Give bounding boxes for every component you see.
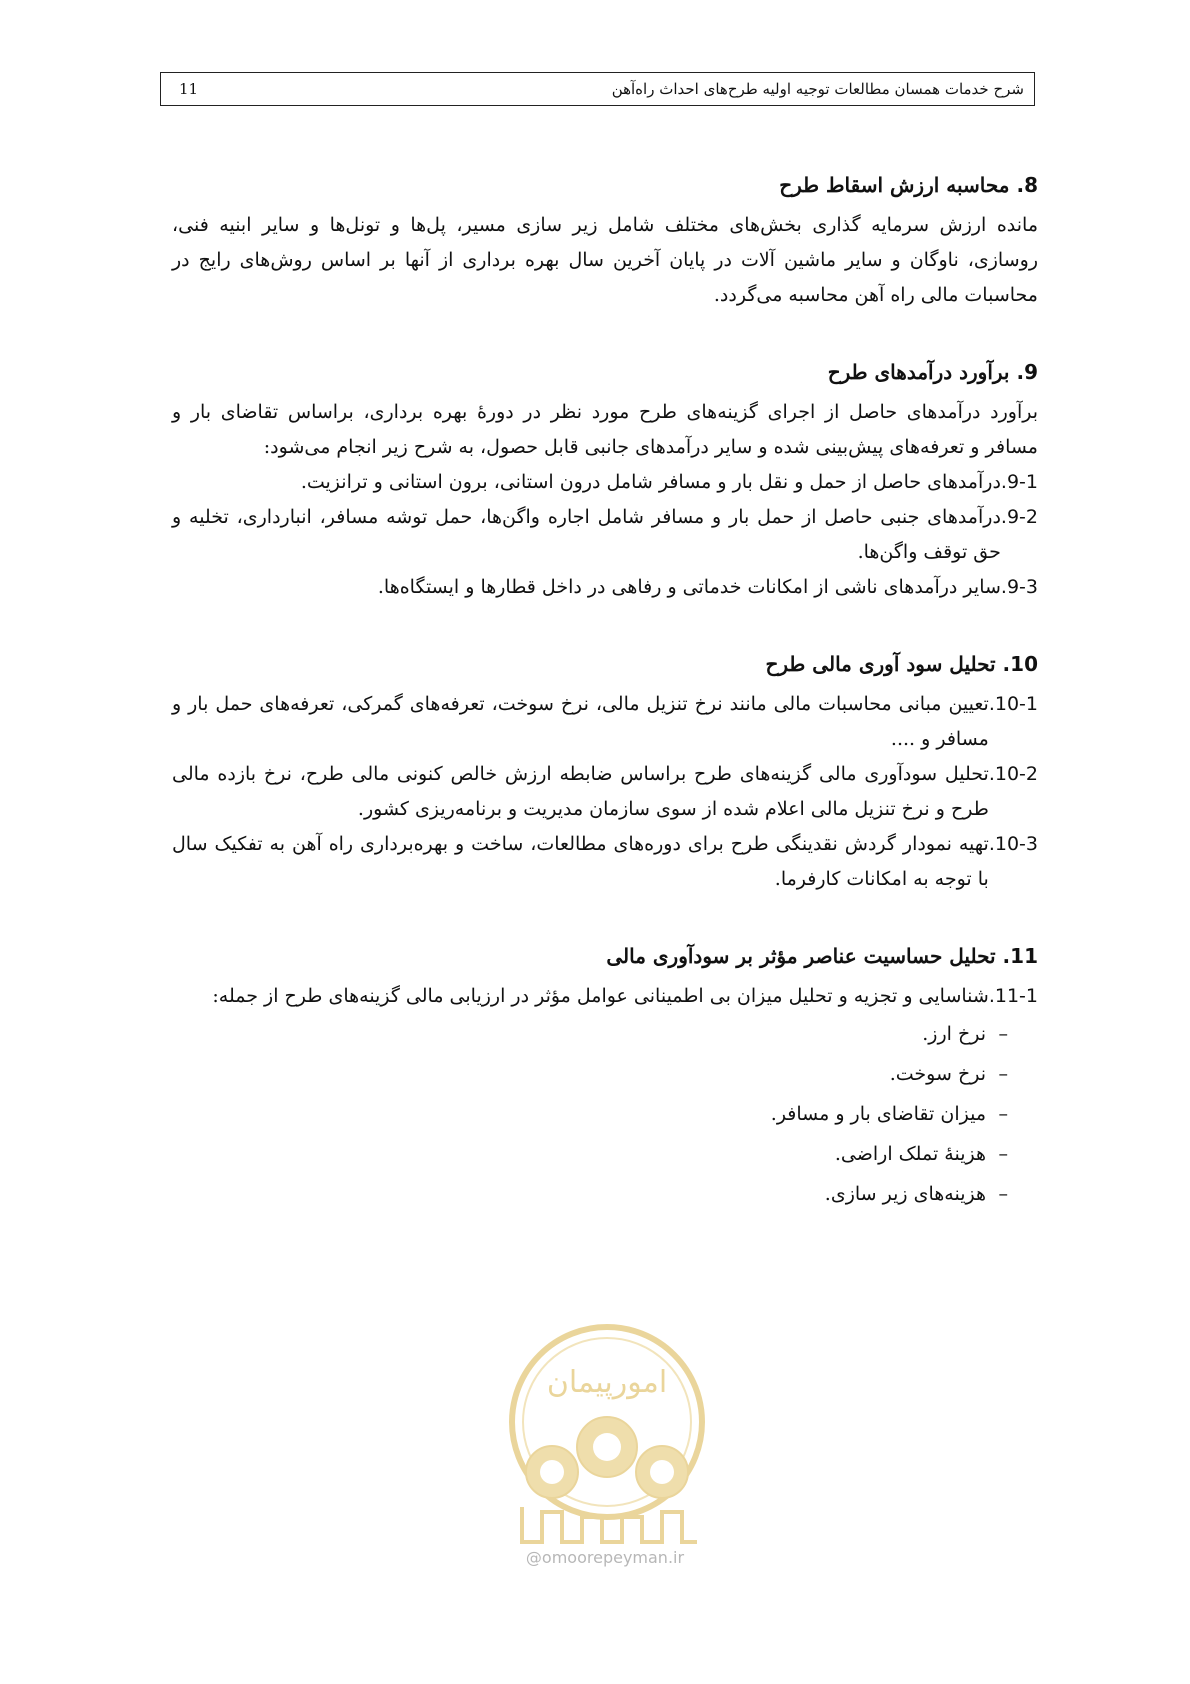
section-body: برآورد درآمدهای حاصل از اجرای گزینه‌های طرح مورد نظر در دورۀ بهره برداری، براساس تقاضای بار و مسافر و تعرفه‌های پیش‌بینی شده و سایر درآمدهای جانبی قابل حصول، به شرح زیر انجام می‌شود: (172, 401, 1038, 458)
bullet-item: –میزان تقاضای بار و مسافر. (770, 1103, 1008, 1125)
list-item: 10-1. تعیین مبانی محاسبات مالی مانند نرخ تنزیل مالی، نرخ سوخت، تعرفه‌های گمرکی، تعرفه‌های حمل بار و مسافر و .... (172, 693, 1038, 750)
list-item: 9-2. درآمدهای جنبی حاصل از حمل بار و مسافر شامل اجاره واگن‌ها، حمل توشه مسافر، انبارداری، تخلیه و حق توقف واگن‌ها. (172, 506, 1038, 563)
bullet-item: –هزینه‌های زیر سازی. (824, 1183, 1008, 1205)
watermark-logo (492, 1312, 722, 1562)
list-item: 11-1. شناسایی و تجزیه و تحلیل میزان بی اطمینانی عوامل مؤثر در ارزیابی مالی گزینه‌های طرح از جمله: (212, 985, 1038, 1007)
section-10 (172, 647, 1038, 897)
bullet-item: –نرخ ارز. (922, 1023, 1008, 1045)
list-item: 9-3. سایر درآمدهای ناشی از امکانات خدماتی و رفاهی در داخل قطارها و ایستگاه‌ها. (377, 576, 1038, 598)
list-item: 10-2. تحلیل سودآوری مالی گزینه‌های طرح براساس ضابطه ارزش خالص کنونی مالی طرح، نرخ بازده مالی طرح و نرخ تنزیل مالی اعلام شده از سوی سازمان مدیریت و برنامه‌ریزی کشور. (172, 763, 1038, 820)
section-heading: 9. برآورد درآمدهای طرح (827, 360, 1038, 384)
section-heading: 10. تحلیل سود آوری مالی طرح (765, 652, 1038, 676)
bullet-item: –هزینۀ تملک اراضی. (834, 1143, 1008, 1165)
watermark-logo-text: امورپیمان (546, 1365, 668, 1400)
document-title: شرح خدمات همسان مطالعات توجیه اولیه طرح‌های احداث راه‌آهن (611, 80, 1024, 98)
section-9 (172, 355, 1038, 605)
bullet-item: –نرخ سوخت. (889, 1063, 1008, 1085)
watermark-site: @omoorepeyman.ir (525, 1548, 685, 1567)
page-content (172, 168, 1038, 1256)
section-8 (172, 168, 1038, 313)
page-number: 11 (179, 80, 199, 98)
page-header (160, 72, 1035, 106)
list-item: 10-3. تهیه نمودار گردش نقدینگی طرح برای دوره‌های مطالعات، ساخت و بهره‌برداری راه آهن به تفکیک سال با توجه به امکانات کارفرما. (172, 833, 1038, 890)
section-body: مانده ارزش سرمایه گذاری بخش‌های مختلف شامل زیر سازی مسیر، پل‌ها و تونل‌ها و سایر ابنیه فنی، روسازی، ناوگان و سایر ماشین آلات در پایان آخرین سال بهره برداری از آنها بر اساس روش‌های رایج در محاسبات مالی راه آهن محاسبه می‌گردد. (172, 214, 1038, 306)
section-heading: 8. محاسبه ارزش اسقاط طرح (779, 173, 1038, 197)
section-11 (172, 939, 1038, 1214)
list-item: 9-1. درآمدهای حاصل از حمل و نقل بار و مسافر شامل درون استانی، برون استانی و ترانزیت. (300, 471, 1038, 493)
bullet-list (172, 1014, 1038, 1214)
section-heading: 11. تحلیل حساسیت عناصر مؤثر بر سودآوری مالی (606, 944, 1038, 968)
